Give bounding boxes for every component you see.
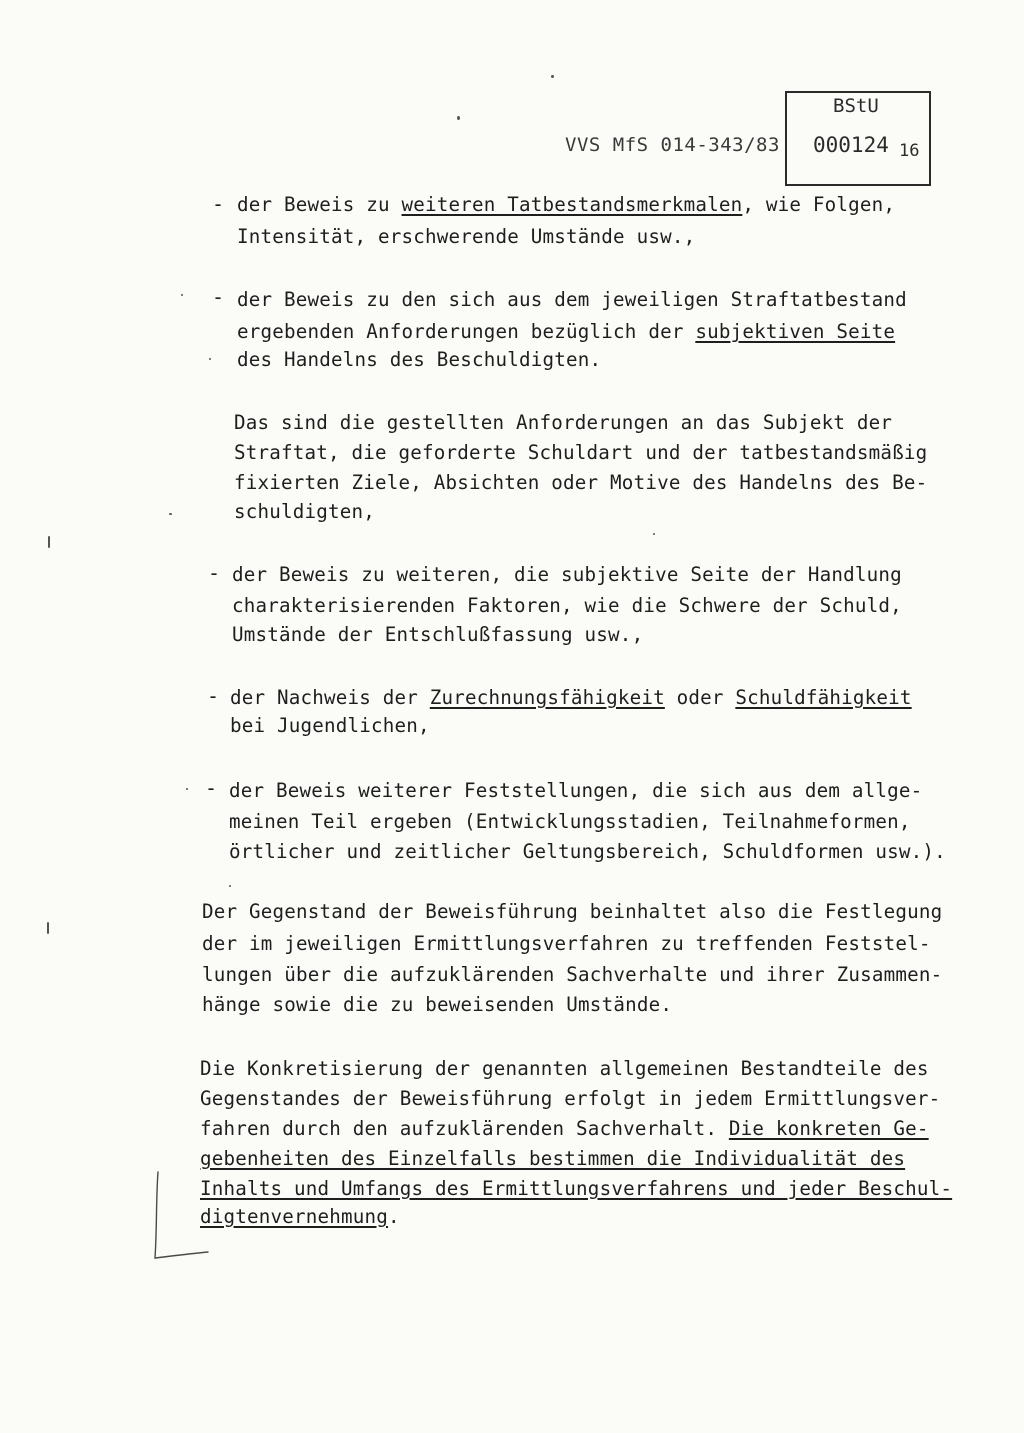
bullet-3-line-3: Umstände der Entschlußfassung usw., bbox=[232, 623, 644, 646]
scan-speck bbox=[209, 358, 211, 360]
scan-speck bbox=[551, 75, 554, 78]
para-3-line-6 bbox=[200, 1205, 400, 1229]
scan-speck bbox=[169, 513, 172, 515]
text-span: oder bbox=[664, 686, 736, 709]
para-1-line-4: schuldigten, bbox=[234, 500, 376, 523]
bullet-1-line-1 bbox=[237, 193, 895, 217]
scan-speck bbox=[229, 885, 231, 887]
text-span: , wie Folgen, bbox=[742, 193, 896, 216]
bullet-5-line-2: meinen Teil ergeben (Entwicklungsstadien, Teilnahmeformen, bbox=[229, 810, 911, 833]
bullet-2-line-3: des Handelns des Beschuldigten. bbox=[237, 348, 602, 371]
para-2-line-2: der im jeweiligen Ermittlungsverfahren zu treffenden Feststel- bbox=[202, 932, 931, 955]
bullet-dash: - bbox=[205, 776, 218, 800]
margin-bracket-mark bbox=[152, 1168, 212, 1268]
para-3-line-3 bbox=[200, 1117, 929, 1141]
para-2-line-3: lungen über die aufzuklärenden Sachverhalte und ihrer Zusammen- bbox=[202, 963, 943, 986]
underlined-text: weiteren Tatbestandsmerkmalen bbox=[401, 193, 743, 216]
document-reference: VVS MfS 014-343/83 bbox=[565, 134, 780, 156]
para-3-line-5 bbox=[200, 1177, 952, 1201]
bullet-5-line-1: der Beweis weiterer Feststellungen, die sich aus dem allge- bbox=[229, 779, 923, 802]
bullet-3-line-1: der Beweis zu weiteren, die subjektive Seite der Handlung bbox=[232, 563, 902, 586]
para-1-line-1: Das sind die gestellten Anforderungen an das Subjekt der bbox=[234, 411, 893, 434]
para-1-line-3: fixierten Ziele, Absichten oder Motive des Handelns des Be- bbox=[234, 471, 928, 494]
text-span: fahren durch den aufzuklärenden Sachverhalt. bbox=[200, 1117, 729, 1140]
scan-speck bbox=[47, 922, 49, 934]
text-span: der Beweis zu bbox=[237, 193, 402, 216]
bullet-2-line-1: der Beweis zu den sich aus dem jeweiligen Straftatbestand bbox=[237, 288, 907, 311]
bullet-3-line-2: charakterisierenden Faktoren, wie die Schwere der Schuld, bbox=[232, 594, 902, 617]
underlined-text: subjektiven Seite bbox=[695, 320, 896, 343]
scan-speck bbox=[48, 536, 50, 548]
underlined-text: Zurechnungsfähigkeit bbox=[429, 686, 665, 709]
bullet-dash: - bbox=[212, 285, 225, 309]
text-span: . bbox=[388, 1205, 400, 1228]
para-1-line-2: Straftat, die geforderte Schuldart und der tatbestandsmäßig bbox=[234, 441, 928, 464]
page-number: 16 bbox=[899, 141, 920, 161]
scan-speck bbox=[181, 294, 183, 296]
bullet-1-line-2: Intensität, erschwerende Umstände usw., bbox=[237, 225, 696, 248]
stamp-number: 000124 bbox=[813, 133, 889, 157]
bullet-4-line-2: bei Jugendlichen, bbox=[230, 714, 430, 737]
scan-speck bbox=[186, 788, 188, 790]
bullet-dash: - bbox=[212, 192, 225, 216]
para-3-line-1: Die Konkretisierung der genannten allgemeinen Bestandteile des bbox=[200, 1057, 929, 1080]
underlined-text: Inhalts und Umfangs des Ermittlungsverfahrens und jeder Beschul- bbox=[200, 1177, 953, 1200]
bullet-dash: - bbox=[207, 684, 220, 708]
underlined-text: digtenvernehmung bbox=[200, 1205, 389, 1228]
scan-speck bbox=[457, 116, 460, 120]
para-3-line-2: Gegenstandes der Beweisführung erfolgt in jedem Ermittlungsver- bbox=[200, 1087, 941, 1110]
text-span: ergebenden Anforderungen bezüglich der bbox=[237, 320, 696, 343]
underlined-text: gebenheiten des Einzelfalls bestimmen die Individualität des bbox=[200, 1147, 906, 1170]
para-2-line-1: Der Gegenstand der Beweisführung beinhaltet also die Festlegung bbox=[202, 900, 943, 923]
scan-speck bbox=[653, 533, 655, 535]
bullet-2-line-2 bbox=[237, 320, 895, 344]
archive-stamp bbox=[785, 91, 931, 186]
bullet-5-line-3: örtlicher und zeitlicher Geltungsbereich, Schuldformen usw.). bbox=[229, 840, 946, 863]
para-2-line-4: hänge sowie die zu beweisenden Umstände. bbox=[202, 993, 673, 1016]
bullet-4-line-1 bbox=[230, 686, 912, 710]
stamp-label: BStU bbox=[833, 95, 879, 117]
para-3-line-4 bbox=[200, 1147, 905, 1171]
underlined-text: Schuldfähigkeit bbox=[735, 686, 912, 709]
text-span: der Nachweis der bbox=[230, 686, 430, 709]
underlined-text: Die konkreten Ge- bbox=[728, 1117, 929, 1140]
bullet-dash: - bbox=[208, 561, 221, 585]
